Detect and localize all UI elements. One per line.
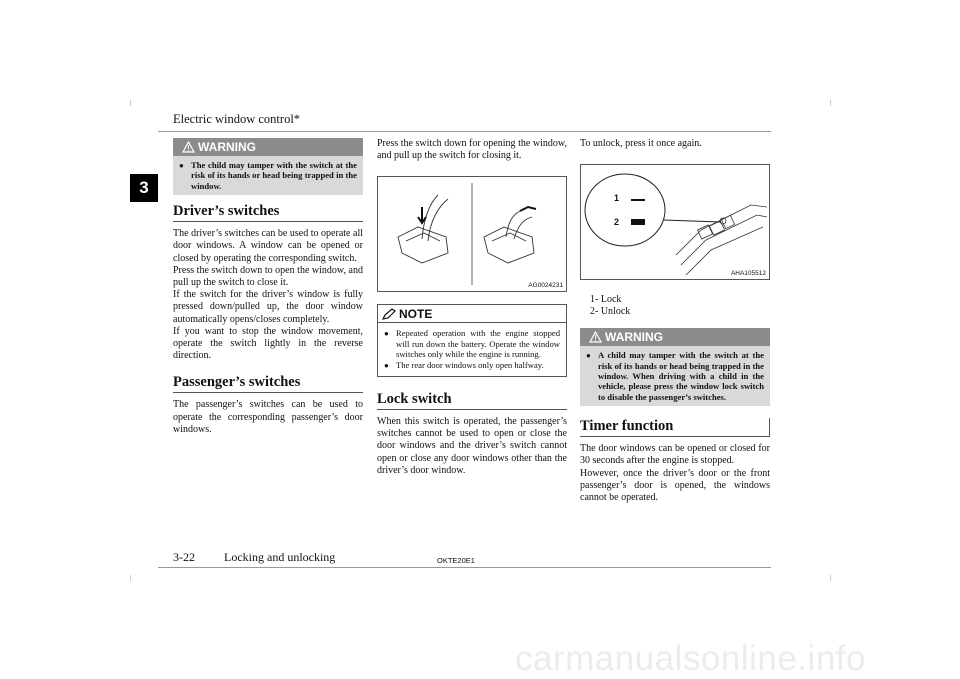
bullet-icon: ● xyxy=(384,360,389,370)
note-pencil-icon xyxy=(382,308,396,320)
switch-operation-figure xyxy=(377,176,567,292)
note-header xyxy=(378,305,566,323)
passengers-switches-heading: Passenger’s switches xyxy=(173,374,363,393)
paragraph: The passenger’s switches can be used to operate the corresponding passenger’s door windows. xyxy=(173,399,363,435)
paragraph: If the switch for the driver’s window is fully pressed down/pulled up, the door window automatically opens/closes completely. xyxy=(173,289,363,325)
note-body xyxy=(378,323,566,376)
warning-label: WARNING xyxy=(605,330,663,345)
paragraph: If you want to stop the window movement, operate the switch lightly in the reverse direction. xyxy=(173,325,363,362)
warning-triangle-icon xyxy=(182,141,195,153)
paragraph: However, once the driver’s door or the front passenger’s door is opened, the windows cannot be operated. xyxy=(580,467,770,504)
watermark: carmanualsonline.info xyxy=(515,639,866,678)
bullet-icon: ● xyxy=(384,329,389,339)
paragraph: The door windows can be opened or closed for 30 seconds after the engine is stopped. xyxy=(580,443,770,467)
column-right xyxy=(580,138,770,504)
warning-bullet: ● A child may tamper with the switch at the risk of its hands or head being trapped in the window. When driving with a child in the vehicle, please press the window lock switch to disable the passenger’s switches. xyxy=(586,350,764,402)
page-header-title: Electric window control* xyxy=(173,112,301,126)
figure-label-2: 2 xyxy=(614,217,620,228)
paragraph: The driver’s switches can be used to operate all door windows. A window can be opened or closed by operating the corresponding switch. xyxy=(173,228,363,264)
note-bullet: ● The rear door windows only open halfway. xyxy=(384,359,544,370)
paragraph: Press the switch down for opening the window, and pull up the switch for closing it. xyxy=(377,138,567,162)
paragraph: When this switch is operated, the passenger’s switches cannot be used to open or close the door windows and the driver’s switch cannot open or close any door windows other than the driver’s door window. xyxy=(377,416,567,476)
warning-bullet: ● The child may tamper with the switch at the risk of its hands or head being trapped in the window. xyxy=(179,160,357,191)
warning-triangle-icon xyxy=(589,331,602,343)
warning-box xyxy=(173,138,363,195)
warning-body xyxy=(580,346,770,406)
figure-code: AG0024231 xyxy=(528,282,563,290)
column-left xyxy=(173,138,363,436)
note-bullet: ● Repeated operation with the engine stopped will run down the battery. Operate the window switches only while the engine is running. xyxy=(384,328,560,360)
warning-body xyxy=(173,156,363,195)
page-number: 3-22 xyxy=(173,550,195,564)
legend-item: 1- Lock xyxy=(590,294,622,306)
note-box xyxy=(377,304,567,377)
crop-mark xyxy=(130,575,131,581)
switch-press-illustration xyxy=(378,177,566,291)
chapter-tab: 3 xyxy=(130,174,158,202)
note-label: NOTE xyxy=(399,306,433,321)
paragraph: To unlock, press it once again. xyxy=(580,138,702,149)
drivers-switches-heading: Driver’s switches xyxy=(173,203,363,222)
crop-mark xyxy=(130,100,131,106)
warning-header xyxy=(580,328,770,346)
footer-divider xyxy=(158,567,771,568)
legend-item: 2- Unlock xyxy=(590,306,631,318)
warning-label: WARNING xyxy=(198,140,256,154)
figure-label-1: 1 xyxy=(614,193,620,204)
lock-switch-illustration xyxy=(581,165,769,279)
crop-mark xyxy=(830,100,831,106)
bullet-icon: ● xyxy=(586,351,591,361)
document-code: OKTE20E1 xyxy=(437,556,475,565)
lock-switch-heading: Lock switch xyxy=(377,391,567,410)
column-middle xyxy=(377,138,567,477)
footer-section-title: Locking and unlocking xyxy=(224,550,336,564)
bullet-icon: ● xyxy=(179,161,184,170)
warning-header xyxy=(173,138,363,156)
figure-legend xyxy=(590,294,770,318)
timer-function-heading: Timer function xyxy=(580,418,770,437)
header-divider xyxy=(158,131,771,132)
paragraph: Press the switch down to open the window, and pull up the switch to close it. xyxy=(173,264,363,289)
figure-code: AHA105512 xyxy=(730,270,766,278)
warning-box xyxy=(580,328,770,406)
lock-switch-figure xyxy=(580,164,770,280)
crop-mark xyxy=(830,575,831,581)
